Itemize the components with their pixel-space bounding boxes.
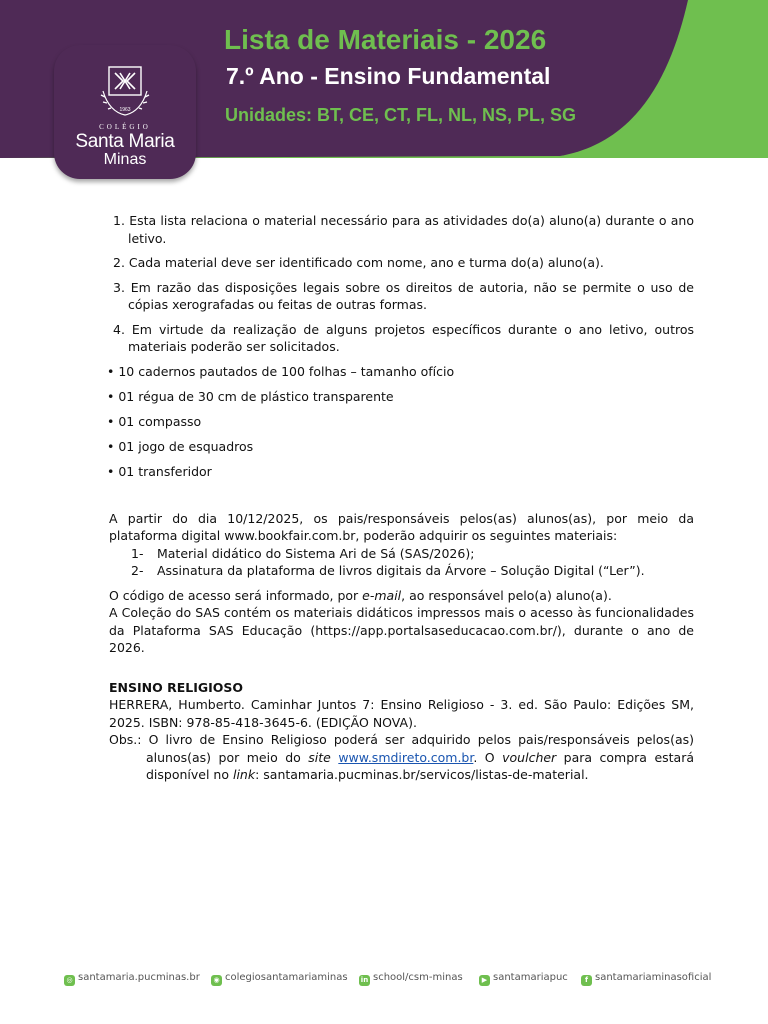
item-number: 3. <box>113 279 125 295</box>
instagram-icon: ◉ <box>211 975 222 986</box>
list-item <box>109 279 694 314</box>
item-number: 1- <box>131 545 144 561</box>
item-number: 2. <box>113 255 125 270</box>
list-item <box>109 254 694 272</box>
footer-text: santamariapuc <box>493 972 568 983</box>
page-subtitle: 7.º Ano - Ensino Fundamental <box>226 63 551 89</box>
logo-year: 1963 <box>119 107 131 113</box>
item-number: 1. <box>113 213 125 228</box>
youtube-icon: ▶ <box>479 975 490 986</box>
logo-colegio-text: COLÉGIO <box>99 123 151 131</box>
item-text: Em virtude da realização de alguns projetos específicos durante o ano letivo, outros materiais poderão ser solicitados. <box>128 321 694 354</box>
footer-text: santamaria.pucminas.br <box>78 972 200 983</box>
voucher-word: voulcher <box>502 749 557 765</box>
smdireto-link[interactable]: www.smdireto.com.br <box>338 749 474 765</box>
text-fragment: para compra estará disponível no <box>146 749 695 782</box>
materials-list <box>109 363 694 481</box>
digital-intro: A partir do dia 10/12/2025, os pais/responsáveis pelos(as) alunos(as), por meio da plataforma digital www.bookfair.com.br, poderão adquirir os seguintes materiais: <box>109 510 694 543</box>
material-item: • 01 régua de 30 cm de plástico transparente <box>107 388 394 404</box>
list-item <box>109 321 694 356</box>
digital-items-list <box>131 545 694 580</box>
material-item: • 01 jogo de esquadros <box>107 438 254 454</box>
digital-item <box>131 545 694 563</box>
units-line: Unidades: BT, CE, CT, FL, NL, NS, PL, SG <box>225 105 577 125</box>
footer-website[interactable] <box>64 972 200 986</box>
sas-collection-note: A Coleção do SAS contém os materiais didáticos impressos mais o acesso às funcionalidades da Plataforma SAS Educação (https://app.portalsaseducacao.com.br/), durante o ano de 2026. <box>109 605 694 655</box>
page-header <box>0 0 768 168</box>
text-fragment: Obs.: O livro de Ensino Religioso poderá ser adquirido pelos pais/responsáveis pelos(as) alunos(as) por meio do <box>109 732 694 765</box>
footer-instagram[interactable] <box>211 972 348 986</box>
item-text: Esta lista relaciona o material necessário para as atividades do(a) aluno(a) durante o ano letivo. <box>128 213 694 246</box>
link-word: link <box>232 767 256 782</box>
site-word: site <box>308 749 331 765</box>
document-body <box>109 212 694 784</box>
material-item: • 10 cadernos pautados de 100 folhas – tamanho ofício <box>107 363 455 379</box>
text-fragment: . O <box>473 749 503 765</box>
text-fragment: : santamaria.pucminas.br/servicos/listas-de-material. <box>255 767 589 782</box>
item-text: Assinatura da plataforma de livros digitais da Árvore – Solução Digital (“Ler”). <box>156 563 645 578</box>
numbered-list <box>109 212 694 356</box>
item-number: 2- <box>131 563 144 578</box>
logo-name-line2: Minas <box>103 151 147 168</box>
linkedin-icon: in <box>360 976 369 984</box>
religioso-reference: HERRERA, Humberto. Caminhar Juntos 7: Ensino Religioso - 3. ed. São Paulo: Edições SM, 2025. ISBN: 978-85-418-3645-6. (EDIÇÃO NOVA). <box>109 697 694 730</box>
school-logo <box>54 45 196 179</box>
facebook-icon: f <box>581 975 592 986</box>
section-heading-religioso: ENSINO RELIGIOSO <box>109 679 244 695</box>
page-title: Lista de Materiais - 2026 <box>224 24 547 55</box>
religioso-obs <box>109 731 694 784</box>
footer-text: santamariaminasoficial <box>595 972 712 983</box>
footer-text: colegiosantamariaminas <box>225 972 348 983</box>
page-footer <box>64 968 724 988</box>
access-code-note <box>109 587 694 605</box>
text-fragment: , ao responsável pelo(a) aluno(a). <box>401 587 612 603</box>
item-text: Material didático do Sistema Ari de Sá (SAS/2026); <box>156 545 475 561</box>
material-item: • 01 transferidor <box>107 463 212 479</box>
material-item: • 01 compasso <box>107 413 202 429</box>
item-text: Em razão das disposições legais sobre os direitos de autoria, não se permite o uso de cópias xerografadas ou feitas de outras formas. <box>128 279 694 312</box>
list-item <box>109 212 694 247</box>
logo-name-line1: Santa Maria <box>75 131 175 152</box>
item-text: Cada material deve ser identificado com nome, ano e turma do(a) aluno(a). <box>128 255 604 270</box>
text-fragment: O código de acesso será informado, por <box>109 587 363 603</box>
footer-linkedin[interactable] <box>359 972 463 986</box>
footer-youtube[interactable] <box>479 972 568 986</box>
web-icon: ◎ <box>64 975 75 986</box>
footer-facebook[interactable] <box>581 972 711 986</box>
digital-item <box>131 562 694 580</box>
email-word: e-mail <box>362 587 402 603</box>
school-crest-icon <box>93 61 157 131</box>
item-number: 4. <box>113 321 125 337</box>
footer-text: school/csm-minas <box>373 972 463 983</box>
